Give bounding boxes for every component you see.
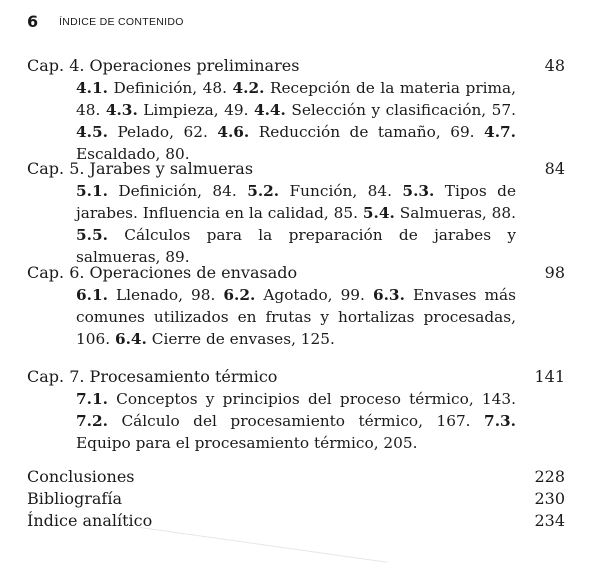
section-title: Selección y clasificación, 57. (285, 101, 516, 119)
section-number: 6.3. (372, 286, 405, 304)
chapter-title-row (27, 365, 565, 388)
chapter-title-row (27, 54, 565, 77)
backmatter-list (27, 466, 565, 532)
backmatter-label: Conclusiones (27, 467, 135, 486)
chapter-6-entry (27, 261, 565, 350)
chapter-sections (76, 77, 516, 165)
section-number: 4.6. (217, 123, 250, 141)
chapter-5-entry (27, 157, 565, 268)
section-title: Llenado, 98. (107, 286, 224, 304)
chapter-sections (76, 180, 516, 268)
chapter-sections (76, 388, 516, 454)
backmatter-item-bibliografia (27, 488, 565, 510)
section-number: 4.1. (76, 79, 108, 97)
chapter-title: Cap. 5. Jarabes y salmueras (27, 159, 254, 178)
scan-artifact-line (140, 527, 388, 563)
section-title: Escaldado, 80. (76, 145, 190, 163)
section-title: Envases más comunes utilizados en frutas y hortalizas procesadas, 106. (76, 286, 516, 348)
section-number: 7.3. (484, 412, 516, 430)
chapter-title: Cap. 4. Operaciones preliminares (27, 56, 300, 75)
section-number: 6.1. (76, 286, 108, 304)
backmatter-page-number: 234 (534, 511, 565, 530)
chapter-page-number: 48 (544, 56, 565, 75)
section-title: Cierre de envases, 125. (146, 330, 335, 348)
backmatter-page-number: 230 (534, 489, 565, 508)
chapter-title-row (27, 261, 565, 284)
backmatter-page-number: 228 (534, 467, 565, 486)
backmatter-item-indice-analitico (27, 510, 565, 532)
section-number: 4.7. (484, 123, 516, 141)
section-title: Definición, 84. (107, 182, 248, 200)
section-title: Recepción de la materia prima, 48. (76, 79, 517, 119)
chapter-title-row (27, 157, 565, 180)
chapter-sections (76, 284, 516, 350)
section-title: Reducción de tamaño, 69. (249, 123, 485, 141)
chapter-page-number: 84 (544, 159, 565, 178)
section-number: 4.2. (232, 79, 265, 97)
section-number: 5.5. (76, 226, 108, 244)
section-title: Cálculos para la preparación de jarabes y salmueras, 89. (76, 226, 516, 266)
chapter-page-number: 98 (544, 263, 565, 282)
chapter-7-entry (27, 365, 565, 454)
section-title: Limpieza, 49. (137, 101, 254, 119)
chapter-title: Cap. 6. Operaciones de envasado (27, 263, 298, 282)
section-title: Conceptos y principios del proceso térmico, 143. (107, 390, 516, 408)
section-number: 4.3. (105, 101, 138, 119)
section-title: Función, 84. (279, 182, 403, 200)
section-title: Cálculo del procesamiento térmico, 167. (107, 412, 485, 430)
section-number: 5.1. (76, 182, 108, 200)
section-number: 5.3. (402, 182, 435, 200)
section-number: 5.4. (362, 204, 395, 222)
section-number: 6.2. (223, 286, 256, 304)
backmatter-item-conclusiones (27, 466, 565, 488)
backmatter-label: Bibliografía (27, 489, 122, 508)
backmatter-label: Índice analítico (27, 511, 153, 530)
section-number: 6.4. (114, 330, 147, 348)
section-number: 4.5. (76, 123, 108, 141)
running-head: ÍNDICE DE CONTENIDO (59, 16, 184, 28)
section-title: Pelado, 62. (107, 123, 218, 141)
section-title: Definición, 48. (107, 79, 233, 97)
page-number: 6 (27, 12, 39, 31)
section-title: Equipo para el procesamiento térmico, 205. (76, 434, 418, 452)
chapter-title: Cap. 7. Procesamiento térmico (27, 367, 278, 386)
section-number: 5.2. (247, 182, 280, 200)
section-title: Salmueras, 88. (394, 204, 516, 222)
section-title: Agotado, 99. (255, 286, 373, 304)
section-number: 7.2. (76, 412, 108, 430)
chapter-page-number: 141 (534, 367, 565, 386)
chapter-4-entry (27, 54, 565, 165)
section-title: Tipos de jarabes. Influencia en la calidad, 85. (76, 182, 516, 222)
section-number: 7.1. (76, 390, 108, 408)
section-number: 4.4. (253, 101, 286, 119)
